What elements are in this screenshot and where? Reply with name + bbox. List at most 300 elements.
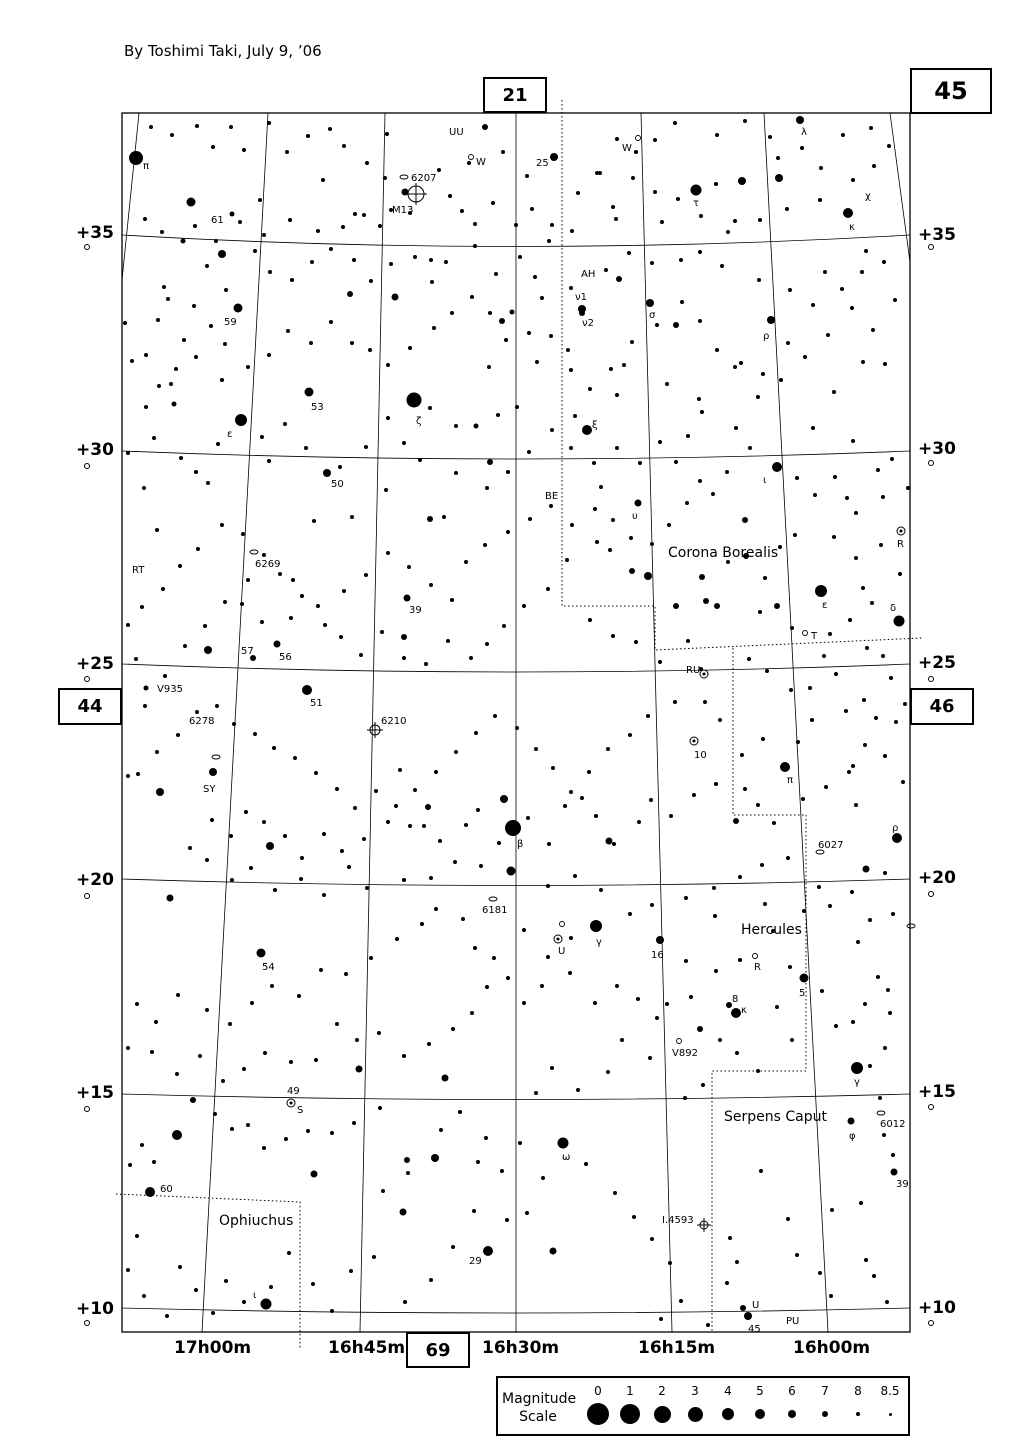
star-dot bbox=[861, 360, 865, 364]
star-dot bbox=[144, 686, 149, 691]
star-dot bbox=[383, 176, 387, 180]
star-dot bbox=[461, 917, 465, 921]
star-dot bbox=[525, 1211, 529, 1215]
star-dot bbox=[176, 733, 180, 737]
star-dot bbox=[267, 459, 271, 463]
star-dot bbox=[788, 965, 792, 969]
star-dot bbox=[650, 1237, 654, 1241]
ra-label-16h15m: 16h15m bbox=[638, 1338, 716, 1358]
star-dot bbox=[669, 814, 673, 818]
star-dot bbox=[659, 1317, 663, 1321]
star-dot bbox=[615, 984, 619, 988]
star-dot bbox=[432, 326, 436, 330]
star-dot bbox=[174, 367, 178, 371]
star-dot bbox=[300, 856, 304, 860]
star-dot bbox=[778, 545, 782, 549]
star-dot bbox=[592, 461, 596, 465]
star-dot bbox=[253, 732, 257, 736]
star-dot bbox=[369, 279, 373, 283]
star-dot bbox=[725, 470, 729, 474]
star-dot bbox=[790, 626, 794, 630]
star-dot bbox=[450, 598, 454, 602]
star-dot bbox=[316, 604, 320, 608]
star-label: 16 bbox=[651, 950, 664, 961]
star-dot bbox=[347, 865, 351, 869]
star-dot bbox=[870, 601, 874, 605]
star-dot bbox=[215, 704, 219, 708]
coordinate-grid bbox=[122, 113, 910, 1332]
star-dot bbox=[765, 669, 769, 673]
star-dot bbox=[854, 803, 858, 807]
star-dot bbox=[649, 798, 653, 802]
star-dot bbox=[546, 955, 550, 959]
star-dot bbox=[767, 316, 775, 324]
star-dot bbox=[262, 1146, 266, 1150]
star-dot bbox=[886, 988, 890, 992]
star-dot bbox=[451, 1027, 455, 1031]
star-dot bbox=[628, 733, 632, 737]
star-dot bbox=[349, 1269, 353, 1273]
page-link-left[interactable]: 44 bbox=[58, 688, 122, 725]
star-dot bbox=[160, 230, 164, 234]
star-dot bbox=[613, 1191, 617, 1195]
star-label: U bbox=[752, 1300, 760, 1311]
star-dot bbox=[883, 871, 887, 875]
galaxy-icon bbox=[907, 924, 915, 928]
star-dot bbox=[429, 258, 433, 262]
star-dot bbox=[491, 201, 495, 205]
star-dot bbox=[686, 434, 690, 438]
star-dot bbox=[679, 1299, 683, 1303]
dec-marker bbox=[84, 463, 90, 469]
star-dot bbox=[817, 885, 821, 889]
star-dot bbox=[135, 1002, 139, 1006]
star-dot bbox=[165, 1314, 169, 1318]
star-dot bbox=[156, 318, 160, 322]
legend-magnitude-label: 1 bbox=[626, 1384, 634, 1398]
star-label: π bbox=[787, 775, 794, 786]
dec-marker bbox=[928, 244, 934, 250]
star-label: 53 bbox=[311, 402, 324, 413]
star-dot bbox=[506, 976, 510, 980]
star-dot bbox=[833, 475, 837, 479]
star-label: 56 bbox=[279, 652, 292, 663]
star-dot bbox=[429, 1278, 433, 1282]
star-dot bbox=[611, 205, 615, 209]
star-dot bbox=[587, 770, 591, 774]
star-label: ξ bbox=[592, 420, 598, 431]
star-dot bbox=[187, 198, 196, 207]
star-dot bbox=[437, 168, 441, 172]
star-dot bbox=[341, 225, 345, 229]
star-dot bbox=[198, 1054, 202, 1058]
page-link-top[interactable]: 21 bbox=[483, 77, 547, 113]
star-dot bbox=[425, 804, 431, 810]
star-dot bbox=[885, 1300, 889, 1304]
star-dot bbox=[550, 223, 554, 227]
star-dot bbox=[894, 720, 898, 724]
variable-star-icon bbox=[560, 922, 565, 927]
star-dot bbox=[582, 425, 592, 435]
star-dot bbox=[785, 207, 789, 211]
star-dot bbox=[285, 150, 289, 154]
star-dot bbox=[210, 818, 214, 822]
star-dot bbox=[218, 250, 226, 258]
star-dot bbox=[209, 324, 213, 328]
star-dot bbox=[213, 1112, 217, 1116]
star-label: ε bbox=[822, 600, 828, 611]
star-dot bbox=[211, 1311, 215, 1315]
star-dot bbox=[865, 646, 869, 650]
star-dot bbox=[365, 161, 369, 165]
star-dot bbox=[322, 893, 326, 897]
star-dot bbox=[338, 465, 342, 469]
variable-star-icon bbox=[677, 1039, 682, 1044]
star-dot bbox=[454, 424, 458, 428]
star-dot bbox=[834, 672, 838, 676]
star-dot bbox=[648, 1056, 652, 1060]
star-dot bbox=[470, 1011, 474, 1015]
star-dot bbox=[634, 150, 638, 154]
star-dot bbox=[350, 515, 354, 519]
legend-magnitude-dot bbox=[889, 1413, 892, 1416]
star-dot bbox=[223, 600, 227, 604]
star-dot bbox=[569, 286, 573, 290]
star-dot bbox=[392, 294, 399, 301]
star-dot bbox=[692, 793, 696, 797]
ra-meridian bbox=[764, 113, 828, 1332]
star-dot bbox=[518, 1141, 522, 1145]
star-dot bbox=[413, 255, 417, 259]
star-dot bbox=[274, 641, 281, 648]
star-dot bbox=[854, 556, 858, 560]
star-dot bbox=[848, 618, 852, 622]
star-dot bbox=[188, 846, 192, 850]
star-dot bbox=[229, 834, 233, 838]
star-dot bbox=[496, 413, 500, 417]
star-dot bbox=[507, 867, 516, 876]
star-dot bbox=[620, 1038, 624, 1042]
star-dot bbox=[612, 842, 616, 846]
star-dot bbox=[535, 360, 539, 364]
star-dot bbox=[485, 985, 489, 989]
legend-magnitude-dot bbox=[755, 1409, 765, 1419]
star-dot bbox=[856, 940, 860, 944]
star-dot bbox=[550, 1248, 557, 1255]
star-dot bbox=[427, 516, 433, 522]
star-dot bbox=[167, 895, 174, 902]
star-dot bbox=[790, 1038, 794, 1042]
star-dot bbox=[469, 656, 473, 660]
star-dot bbox=[876, 975, 880, 979]
star-dot bbox=[505, 1218, 509, 1222]
star-dot bbox=[700, 410, 704, 414]
star-dot bbox=[439, 1128, 443, 1132]
star-dot bbox=[149, 125, 153, 129]
star-dot bbox=[893, 298, 897, 302]
star-label: 6012 bbox=[880, 1119, 906, 1130]
legend-magnitude-dot bbox=[856, 1412, 860, 1416]
star-dot bbox=[540, 296, 544, 300]
star-dot bbox=[126, 451, 130, 455]
star-dot bbox=[744, 1312, 752, 1320]
star-dot bbox=[851, 178, 855, 182]
star-label: 45 bbox=[748, 1324, 761, 1335]
star-dot bbox=[698, 319, 702, 323]
star-label: 61 bbox=[211, 215, 224, 226]
star-dot bbox=[155, 528, 159, 532]
star-dot bbox=[220, 523, 224, 527]
star-label: 29 bbox=[469, 1256, 482, 1267]
star-dot bbox=[262, 233, 266, 237]
star-dot bbox=[888, 1011, 892, 1015]
star-dot bbox=[347, 291, 353, 297]
legend-title bbox=[502, 1390, 577, 1426]
star-label: RU bbox=[686, 665, 701, 676]
star-dot bbox=[891, 1153, 895, 1157]
star-label: M13 bbox=[392, 205, 414, 216]
ra-label-16h45m: 16h45m bbox=[328, 1338, 406, 1358]
star-dot bbox=[241, 532, 245, 536]
star-dot bbox=[757, 278, 761, 282]
star-dot bbox=[492, 956, 496, 960]
star-dot bbox=[566, 348, 570, 352]
star-dot bbox=[734, 426, 738, 430]
star-dot bbox=[665, 1002, 669, 1006]
star-label: γ bbox=[854, 1077, 860, 1088]
star-dot bbox=[386, 820, 390, 824]
star-dot bbox=[235, 414, 247, 426]
star-dot bbox=[742, 517, 748, 523]
star-dot bbox=[740, 1305, 746, 1311]
star-dot bbox=[738, 875, 742, 879]
star-dot bbox=[476, 1160, 480, 1164]
variable-star-icon bbox=[900, 530, 903, 533]
star-dot bbox=[635, 500, 642, 507]
star-dot bbox=[205, 858, 209, 862]
star-dot bbox=[365, 886, 369, 890]
star-dot bbox=[565, 558, 569, 562]
star-dot bbox=[546, 884, 550, 888]
star-dot bbox=[689, 995, 693, 999]
dec-marker bbox=[928, 676, 934, 682]
star-dot bbox=[362, 213, 366, 217]
star-label: W bbox=[476, 157, 486, 168]
star-dot bbox=[342, 589, 346, 593]
legend-magnitude-dot bbox=[722, 1408, 734, 1420]
star-dot bbox=[546, 587, 550, 591]
star-dot bbox=[673, 121, 677, 125]
star-dot bbox=[142, 486, 146, 490]
star-dot bbox=[828, 904, 832, 908]
star-dot bbox=[644, 572, 652, 580]
star-label: R bbox=[754, 962, 761, 973]
star-dot bbox=[697, 397, 701, 401]
star-dot bbox=[763, 902, 767, 906]
star-dot bbox=[448, 194, 452, 198]
star-dot bbox=[163, 674, 167, 678]
star-dot bbox=[637, 820, 641, 824]
star-dot bbox=[306, 1129, 310, 1133]
star-dot bbox=[599, 485, 603, 489]
star-dot bbox=[881, 654, 885, 658]
star-dot bbox=[157, 384, 161, 388]
star-dot bbox=[826, 333, 830, 337]
star-label: 6027 bbox=[818, 840, 844, 851]
star-dot bbox=[655, 1016, 659, 1020]
star-dot bbox=[811, 303, 815, 307]
star-dot bbox=[510, 310, 515, 315]
star-dot bbox=[500, 795, 508, 803]
star-dot bbox=[863, 866, 870, 873]
star-dot bbox=[369, 956, 373, 960]
legend-magnitude-label: 4 bbox=[724, 1384, 732, 1398]
star-dot bbox=[404, 595, 411, 602]
star-dot bbox=[660, 220, 664, 224]
star-dot bbox=[779, 378, 783, 382]
ra-meridian bbox=[641, 113, 672, 1332]
star-label: PU bbox=[786, 1316, 800, 1327]
star-dot bbox=[244, 810, 248, 814]
star-label: 25 bbox=[536, 158, 549, 169]
star-dot bbox=[890, 457, 894, 461]
legend-magnitude-label: 5 bbox=[756, 1384, 764, 1398]
star-dot bbox=[428, 406, 432, 410]
star-dot bbox=[154, 1020, 158, 1024]
star-dot bbox=[438, 839, 442, 843]
star-dot bbox=[629, 568, 635, 574]
page-link-top-right[interactable]: 45 bbox=[910, 68, 992, 114]
star-dot bbox=[196, 547, 200, 551]
star-dot bbox=[739, 361, 743, 365]
star-dot bbox=[330, 1309, 334, 1313]
star-dot bbox=[819, 166, 823, 170]
star-dot bbox=[166, 297, 170, 301]
star-dot bbox=[738, 958, 742, 962]
star-dot bbox=[763, 576, 767, 580]
star-dot bbox=[339, 635, 343, 639]
star-dot bbox=[703, 700, 707, 704]
star-dot bbox=[232, 722, 236, 726]
page-link-right[interactable]: 46 bbox=[910, 688, 974, 725]
star-dot bbox=[788, 288, 792, 292]
star-dot bbox=[228, 1022, 232, 1026]
star-dot bbox=[181, 239, 186, 244]
star-label: 6278 bbox=[189, 716, 215, 727]
star-dot bbox=[134, 657, 138, 661]
star-label: W bbox=[622, 143, 632, 154]
star-dot bbox=[368, 348, 372, 352]
dec-marker bbox=[928, 1320, 934, 1326]
star-dot bbox=[630, 340, 634, 344]
star-dot bbox=[802, 909, 806, 913]
star-dot bbox=[487, 459, 493, 465]
star-dot bbox=[260, 435, 264, 439]
star-dot bbox=[673, 603, 679, 609]
star-dot bbox=[258, 198, 262, 202]
star-dot bbox=[646, 714, 650, 718]
star-dot bbox=[841, 133, 845, 137]
star-dot bbox=[725, 1281, 729, 1285]
star-dot bbox=[242, 148, 246, 152]
variable-star-icon bbox=[753, 954, 758, 959]
star-dot bbox=[594, 814, 598, 818]
star-dot bbox=[876, 468, 880, 472]
star-dot bbox=[261, 1299, 272, 1310]
star-dot bbox=[286, 329, 290, 333]
star-dot bbox=[515, 405, 519, 409]
star-dot bbox=[576, 191, 580, 195]
dec-label-right-15: +15 bbox=[918, 1082, 956, 1102]
star-dot bbox=[720, 264, 724, 268]
star-dot bbox=[703, 598, 709, 604]
star-dot bbox=[278, 572, 282, 576]
star-dot bbox=[898, 572, 902, 576]
star-dot bbox=[850, 890, 854, 894]
star-dot bbox=[229, 125, 233, 129]
star-label: ρ bbox=[892, 823, 899, 834]
star-dot bbox=[262, 553, 266, 557]
star-label: RT bbox=[132, 565, 145, 576]
star-dot bbox=[728, 1236, 732, 1240]
star-dot bbox=[569, 368, 573, 372]
star-dot bbox=[889, 676, 893, 680]
star-dot bbox=[673, 322, 679, 328]
star-dot bbox=[883, 362, 887, 366]
star-dot bbox=[378, 1106, 382, 1110]
star-dot bbox=[451, 1245, 455, 1249]
star-dot bbox=[194, 1288, 198, 1292]
star-dot bbox=[527, 331, 531, 335]
star-dot bbox=[813, 493, 817, 497]
star-dot bbox=[862, 698, 866, 702]
chart-credit: By Toshimi Taki, July 9, ’06 bbox=[124, 42, 322, 60]
legend-magnitude-label: 7 bbox=[821, 1384, 829, 1398]
page-link-bottom[interactable]: 69 bbox=[406, 1332, 470, 1368]
star-label: β bbox=[517, 839, 524, 850]
star-label: T bbox=[811, 631, 818, 642]
star-dot bbox=[195, 124, 199, 128]
star-dot bbox=[156, 788, 164, 796]
star-label: 51 bbox=[310, 698, 323, 709]
star-dot bbox=[394, 804, 398, 808]
star-dot bbox=[743, 787, 747, 791]
star-dot bbox=[665, 382, 669, 386]
ra-meridian bbox=[122, 113, 139, 280]
star-dot bbox=[573, 414, 577, 418]
star-dot bbox=[733, 818, 739, 824]
star-dot bbox=[384, 488, 388, 492]
star-label: ι bbox=[763, 475, 767, 486]
star-label: 59 bbox=[224, 317, 237, 328]
star-dot bbox=[224, 1279, 228, 1283]
star-dot bbox=[377, 1031, 381, 1035]
star-dot bbox=[851, 1062, 863, 1074]
star-dot bbox=[631, 176, 635, 180]
star-dot bbox=[408, 346, 412, 350]
star-dot bbox=[568, 971, 572, 975]
star-dot bbox=[810, 718, 814, 722]
star-dot bbox=[847, 770, 851, 774]
star-dot bbox=[126, 1046, 130, 1050]
star-dot bbox=[715, 348, 719, 352]
star-dot bbox=[142, 1294, 146, 1298]
star-label: S bbox=[297, 1105, 304, 1116]
star-dot bbox=[242, 1067, 246, 1071]
star-dot bbox=[293, 756, 297, 760]
star-dot bbox=[878, 1096, 882, 1100]
star-dot bbox=[299, 877, 303, 881]
